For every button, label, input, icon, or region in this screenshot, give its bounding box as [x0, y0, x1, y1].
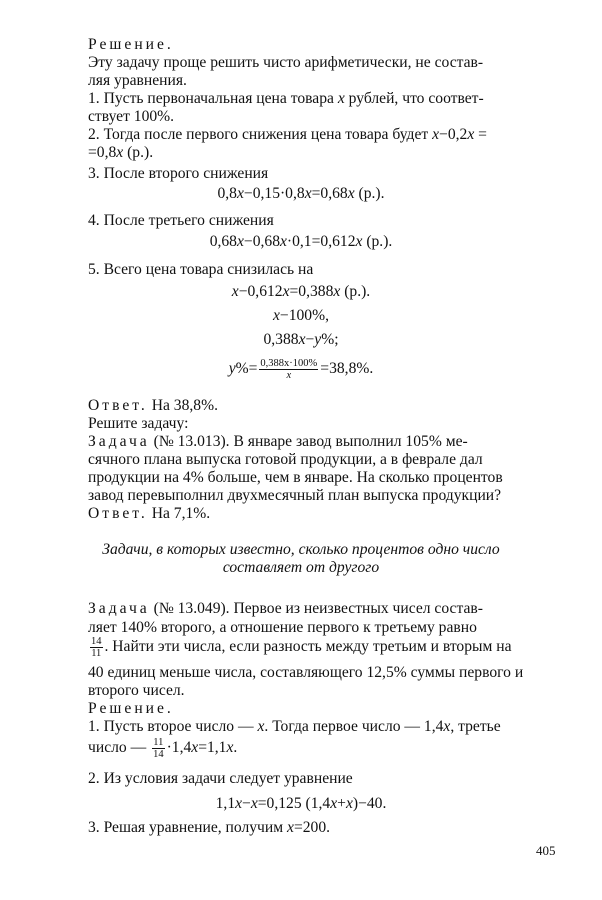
text-line: 40 единиц меньше числа, составляющего 12,5% суммы первого и — [88, 664, 524, 681]
text-line: ляя уравнения. — [88, 72, 187, 89]
formula: x−100%, — [273, 307, 329, 324]
step-2: 2. Тогда после первого снижения цена товара будет x−0,2x = — [88, 126, 487, 143]
page-number: 405 — [536, 843, 556, 858]
fraction: $\frac{0,388x\cdot 100\%}{x}$ — [260, 358, 318, 381]
text-line: завод перевыполнил двухмесячный план выпуска продукции? — [88, 487, 502, 504]
formula-percent: y%= $\frac{0,388x\cdot 100\%}{x}$ =38,8%. — [228, 358, 374, 381]
formula: 0,68x−0,68x·0,1=0,612x (р.). — [209, 233, 393, 250]
formula: 0,388x−y%; — [263, 331, 339, 348]
text-line: продукции на 4% больше, чем в январе. На сколько процентов — [88, 469, 503, 486]
problem-13013: Задача (№ 13.013). В январе завод выполнил 105% ме- — [88, 433, 468, 450]
problem-13049: Задача (№ 13.049). Первое из неизвестных чисел состав- — [88, 600, 483, 617]
section-heading: составляет от другого — [222, 559, 380, 576]
answer-line: Ответ. На 7,1%. — [88, 505, 211, 522]
text-line: $\frac{14}{11}$ . Найти эти числа, если разность между третьим и вторым на — [91, 636, 512, 659]
step-1: 1. Пусть первоначальная цена товара x рублей, что соответ- — [88, 90, 484, 107]
answer-line: Ответ. На 38,8%. — [88, 397, 218, 414]
step-5: 5. Всего цена товара снизилась на — [88, 261, 314, 278]
step-3: 3. Решая уравнение, получим x=200. — [88, 819, 331, 836]
fraction: $\frac{11}{14}$ — [153, 737, 164, 760]
text-line: =0,8x (р.). — [88, 144, 154, 161]
text-line: ствует 100%. — [88, 108, 175, 125]
section-heading: Задачи, в которых известно, сколько процентов одно число — [102, 541, 500, 558]
fraction: $\frac{14}{11}$ — [91, 636, 102, 659]
equation: 1,1x−x=0,125 (1,4x+x)−40. — [215, 795, 387, 812]
text-line: ляет 140% второго, а отношение первого к третьему равно — [88, 619, 477, 636]
text-line: сячного плана выпуска готовой продукции, а в феврале дал — [88, 451, 483, 468]
step-2: 2. Из условия задачи следует уравнение — [88, 770, 353, 787]
step-3: 3. После второго снижения — [88, 165, 269, 182]
formula: x−0,612x=0,388x (р.). — [231, 283, 371, 300]
formula: 0,8x−0,15·0,8x=0,68x (р.). — [217, 185, 385, 202]
solution-heading: Решение. — [88, 36, 174, 53]
text-line: Решите задачу: — [88, 415, 189, 432]
text-line: число — $\frac{11}{14}$ ·1,4x=1,1x. — [88, 737, 238, 760]
solution-heading: Решение. — [88, 700, 174, 717]
step-4: 4. После третьего снижения — [88, 212, 274, 229]
step-1: 1. Пусть второе число — x. Тогда первое число — 1,4x, третье — [88, 718, 501, 735]
text-line: Эту задачу проще решить чисто арифметически, не состав- — [88, 54, 484, 71]
text-line: второго чисел. — [88, 682, 185, 699]
